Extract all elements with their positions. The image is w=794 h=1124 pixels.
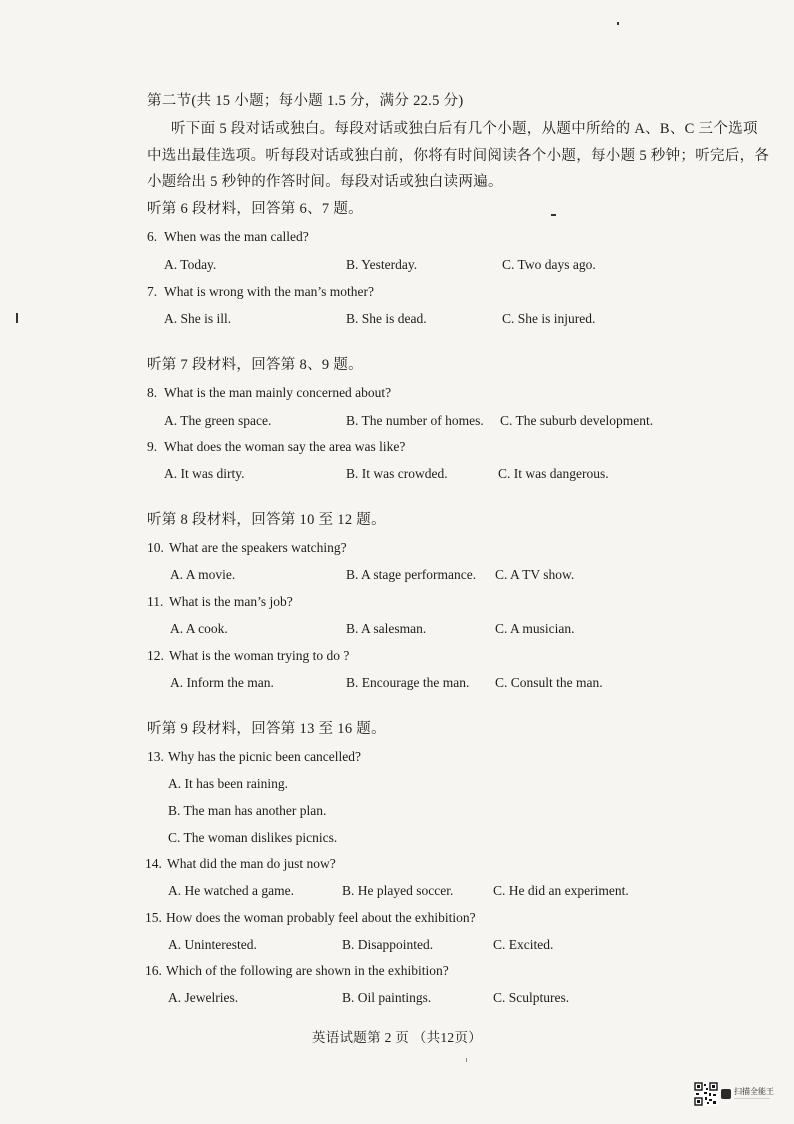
option-b: B. Oil paintings.	[342, 990, 432, 1005]
question-number: 6.	[147, 229, 158, 244]
page-footer: 英语试题第 2 页 （共12页）	[311, 1030, 483, 1045]
question-number: 10.	[147, 540, 164, 555]
question-number: 9.	[147, 439, 158, 454]
option-a: A. Uninterested.	[168, 937, 257, 952]
option-b: B. It was crowded.	[346, 466, 448, 481]
scan-speck	[466, 1058, 467, 1062]
scanner-label: 扫描全能王	[734, 1087, 774, 1096]
option-c: C. Excited.	[493, 937, 554, 952]
option-c: C. A musician.	[495, 621, 575, 636]
question-text: What is the man’s job?	[169, 594, 293, 609]
question-number: 11.	[147, 594, 164, 609]
question-number: 14.	[145, 856, 162, 871]
option-b: B. Encourage the man.	[346, 675, 470, 690]
option-a: A. He watched a game.	[168, 883, 294, 898]
instruction-line-1: 听下面 5 段对话或独白。每段对话或独白后有几个小题，从题中所给的 A、B、C 三个选项	[171, 121, 758, 137]
option-c: C. She is injured.	[502, 311, 596, 326]
option-b: B. A salesman.	[346, 621, 427, 636]
option-a: A. A cook.	[170, 621, 228, 636]
option-c: C. Consult the man.	[495, 675, 603, 690]
option-a: A. Inform the man.	[170, 675, 274, 690]
instruction-line-3: 小题给出 5 秒钟的作答时间。每段对话或独白读两遍。	[147, 174, 503, 190]
option-a: A. It was dirty.	[164, 466, 245, 481]
question-number: 15.	[145, 910, 162, 925]
scanner-sub-line: —————————	[734, 1096, 770, 1101]
question-number: 13.	[147, 749, 164, 764]
option-b: B. The number of homes.	[346, 413, 484, 428]
option-b: B. He played soccer.	[342, 883, 454, 898]
scanner-watermark	[694, 1081, 782, 1107]
option-c: C. A TV show.	[495, 567, 575, 582]
question-number: 8.	[147, 385, 158, 400]
group-heading: 听第 6 段材料，回答第 6、7 题。	[147, 201, 363, 217]
option-c: C. The woman dislikes picnics.	[168, 830, 338, 845]
question-text: What are the speakers watching?	[169, 540, 347, 555]
option-c: C. Two days ago.	[502, 257, 596, 272]
question-text: What is the woman trying to do ?	[169, 648, 350, 663]
qr-code-icon	[694, 1082, 718, 1106]
option-a: A. A movie.	[170, 567, 236, 582]
scanner-logo-icon	[721, 1089, 731, 1099]
option-b: B. A stage performance.	[346, 567, 477, 582]
question-text: Which of the following are shown in the exhibition?	[166, 963, 449, 978]
option-b: B. She is dead.	[346, 311, 427, 326]
section-heading: 第二节(共 15 小题；每小题 1.5 分，满分 22.5 分)	[147, 93, 464, 109]
option-a: A. Today.	[164, 257, 217, 272]
question-text: What is the man mainly concerned about?	[164, 385, 392, 400]
option-c: C. He did an experiment.	[493, 883, 629, 898]
group-heading: 听第 8 段材料，回答第 10 至 12 题。	[147, 512, 386, 528]
option-b: B. The man has another plan.	[168, 803, 327, 818]
option-c: C. The suburb development.	[500, 413, 654, 428]
group-heading: 听第 9 段材料，回答第 13 至 16 题。	[147, 721, 386, 737]
instruction-line-2: 中选出最佳选项。听每段对话或独白前，你将有时间阅读各个小题，每小题 5 秒钟；听完后，各	[147, 148, 770, 164]
question-text: What did the man do just now?	[167, 856, 336, 871]
option-c: C. Sculptures.	[493, 990, 570, 1005]
question-text: Why has the picnic been cancelled?	[168, 749, 362, 764]
option-a: A. The green space.	[164, 413, 272, 428]
scan-speck	[551, 214, 556, 216]
question-text: What is wrong with the man’s mother?	[164, 284, 374, 299]
option-b: B. Disappointed.	[342, 937, 434, 952]
group-heading: 听第 7 段材料，回答第 8、9 题。	[147, 357, 363, 373]
scan-speck	[16, 313, 18, 323]
option-a: A. Jewelries.	[168, 990, 239, 1005]
scan-speck	[617, 22, 619, 25]
question-text: What does the woman say the area was like?	[164, 439, 406, 454]
question-number: 16.	[145, 963, 162, 978]
question-number: 7.	[147, 284, 158, 299]
question-number: 12.	[147, 648, 164, 663]
option-a: A. She is ill.	[164, 311, 232, 326]
option-c: C. It was dangerous.	[498, 466, 609, 481]
option-a: A. It has been raining.	[168, 776, 288, 791]
question-text: How does the woman probably feel about the exhibition?	[166, 910, 476, 925]
option-b: B. Yesterday.	[346, 257, 418, 272]
question-text: When was the man called?	[164, 229, 309, 244]
